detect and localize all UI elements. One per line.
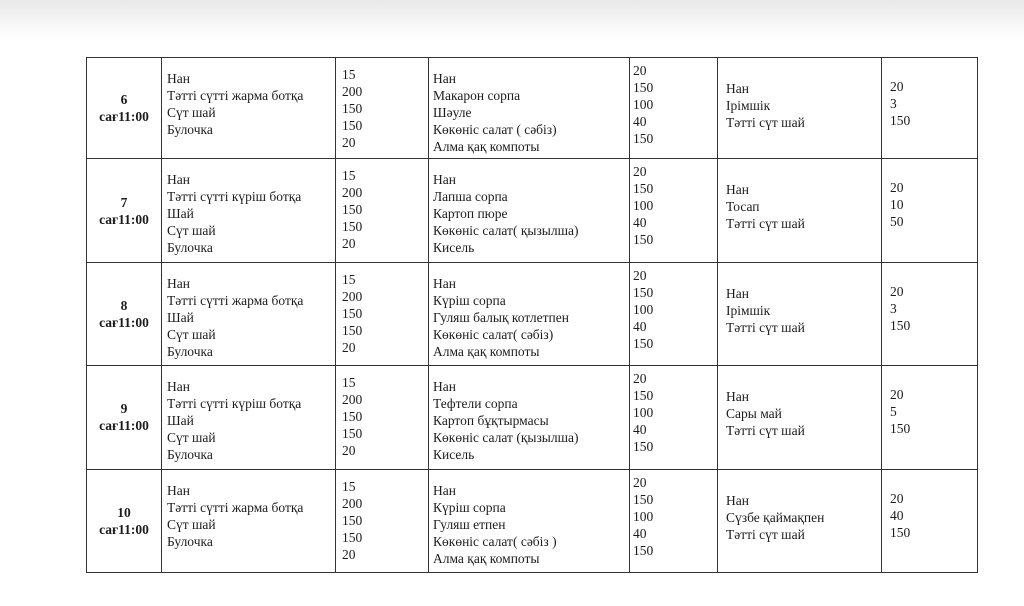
day-cell xyxy=(87,469,162,572)
snack-quantities: 20 5 150 xyxy=(890,387,911,437)
lunch-items: Нан Макарон сорпа Шәуле Көкөніс салат ( сәбіз) Алма қақ компоты xyxy=(433,71,557,154)
snack-quantities-cell xyxy=(882,58,978,159)
menu-table xyxy=(86,57,978,573)
snack-items: Нан Тосап Тәтті сүт шай xyxy=(726,182,805,232)
snack-quantities: 20 3 150 xyxy=(890,283,911,333)
breakfast-quantities-cell xyxy=(336,469,429,572)
breakfast-quantities: 15 200 150 150 20 xyxy=(342,271,363,355)
lunch-quantities: 20 150 100 40 150 xyxy=(633,474,654,558)
lunch-quantities-cell xyxy=(630,58,718,159)
day-time: сағ11:00 xyxy=(99,314,149,330)
lunch-quantities-cell xyxy=(630,262,718,365)
lunch-items-cell xyxy=(429,262,630,365)
snack-items: Нан Сүзбе қаймақпен Тәтті сүт шай xyxy=(726,492,825,542)
snack-quantities-cell xyxy=(882,469,978,572)
breakfast-items-cell xyxy=(162,262,336,365)
lunch-items-cell xyxy=(429,58,630,159)
breakfast-quantities-cell xyxy=(336,58,429,159)
day-time: сағ11:00 xyxy=(99,211,149,227)
lunch-items-cell xyxy=(429,366,630,469)
day-cell xyxy=(87,58,162,159)
snack-quantities-cell xyxy=(882,366,978,469)
breakfast-items-cell xyxy=(162,366,336,469)
breakfast-quantities: 15 200 150 150 20 xyxy=(342,375,363,459)
lunch-items: Нан Лапша сорпа Картоп пюре Көкөніс салат( қызылша) Кисель xyxy=(433,172,579,256)
lunch-quantities: 20 150 100 40 150 xyxy=(633,371,654,455)
snack-items: Нан Ірімшік Тәтті сүт шай xyxy=(726,285,805,335)
table-row xyxy=(87,262,978,365)
breakfast-quantities-cell xyxy=(336,159,429,262)
snack-items-cell xyxy=(718,469,882,572)
breakfast-items-cell xyxy=(162,58,336,159)
snack-items: Нан Сары май Тәтті сүт шай xyxy=(726,389,805,439)
day-number: 8 xyxy=(120,297,128,313)
snack-items-cell xyxy=(718,159,882,262)
table-row xyxy=(87,58,978,159)
snack-items-cell xyxy=(718,366,882,469)
table-row xyxy=(87,469,978,572)
snack-items: Нан Ірімшік Тәтті сүт шай xyxy=(726,81,805,130)
day-time: сағ11:00 xyxy=(99,109,149,125)
breakfast-quantities-cell xyxy=(336,366,429,469)
table-row xyxy=(87,159,978,262)
breakfast-items-cell xyxy=(162,469,336,572)
day-number: 10 xyxy=(117,504,131,520)
lunch-items: Нан Күріш сорпа Гуляш балық котлетпен Көкөніс салат( сәбіз) Алма қақ компоты xyxy=(433,275,569,359)
table-row xyxy=(87,366,978,469)
breakfast-quantities: 15 200 150 150 20 xyxy=(342,67,363,150)
day-number: 7 xyxy=(120,194,128,210)
lunch-quantities: 20 150 100 40 150 xyxy=(633,63,654,146)
lunch-quantities-cell xyxy=(630,159,718,262)
day-number: 9 xyxy=(120,401,128,417)
day-cell xyxy=(87,159,162,262)
lunch-quantities-cell xyxy=(630,366,718,469)
snack-quantities-cell xyxy=(882,159,978,262)
day-cell xyxy=(87,366,162,469)
snack-quantities-cell xyxy=(882,262,978,365)
snack-quantities: 20 40 150 xyxy=(890,490,911,540)
day-number: 6 xyxy=(120,92,128,108)
lunch-quantities-cell xyxy=(630,469,718,572)
scan-shadow xyxy=(0,0,1024,40)
day-cell xyxy=(87,262,162,365)
breakfast-quantities: 15 200 150 150 20 xyxy=(342,478,363,562)
day-time: сағ11:00 xyxy=(99,418,149,434)
snack-quantities: 20 10 50 xyxy=(890,180,904,230)
breakfast-items: Нан Тәтті сүтті күріш ботқа Шай Сүт шай Булочка xyxy=(167,172,302,256)
snack-items-cell xyxy=(718,58,882,159)
breakfast-items-cell xyxy=(162,159,336,262)
lunch-quantities: 20 150 100 40 150 xyxy=(633,267,654,351)
lunch-items: Нан Тефтели сорпа Картоп бұқтырмасы Көкөніс салат (қызылша) Кисель xyxy=(433,379,579,463)
breakfast-items: Нан Тәтті сүтті жарма ботқа Сүт шай Булочка xyxy=(167,71,304,137)
breakfast-items: Нан Тәтті сүтті жарма ботқа Сүт шай Булочка xyxy=(167,482,304,549)
lunch-items-cell xyxy=(429,159,630,262)
lunch-items-cell xyxy=(429,469,630,572)
breakfast-items: Нан Тәтті сүтті күріш ботқа Шай Сүт шай Булочка xyxy=(167,379,302,463)
breakfast-quantities-cell xyxy=(336,262,429,365)
lunch-items: Нан Күріш сорпа Гуляш етпен Көкөніс салат( сәбіз ) Алма қақ компоты xyxy=(433,482,557,566)
breakfast-items: Нан Тәтті сүтті жарма ботқа Шай Сүт шай Булочка xyxy=(167,275,304,359)
breakfast-quantities: 15 200 150 150 20 xyxy=(342,168,363,252)
snack-quantities: 20 3 150 xyxy=(890,79,911,128)
snack-items-cell xyxy=(718,262,882,365)
day-time: сағ11:00 xyxy=(99,521,149,537)
lunch-quantities: 20 150 100 40 150 xyxy=(633,164,654,248)
